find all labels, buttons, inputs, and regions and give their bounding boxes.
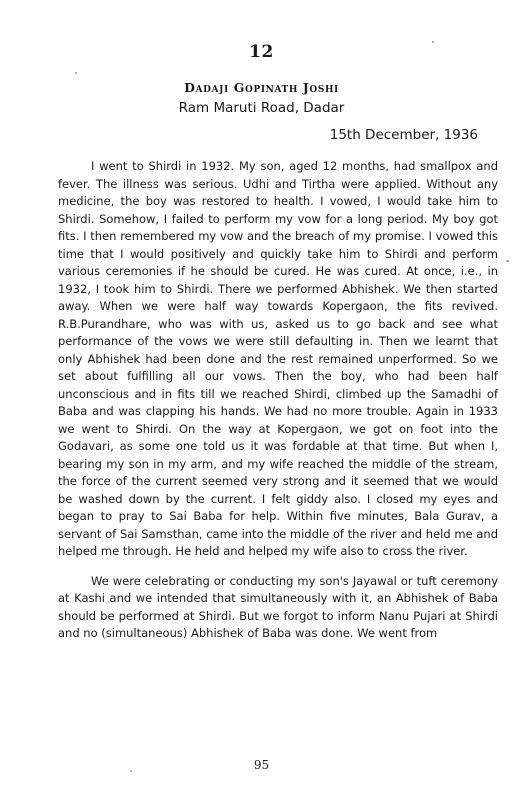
scan-speck <box>506 260 509 262</box>
scan-speck <box>432 41 434 43</box>
chapter-number: 12 <box>249 42 274 62</box>
scan-speck <box>75 72 77 74</box>
paragraph-1: I went to Shirdi in 1932. My son, aged 12 months, had smallpox and fever. The illness was serious. Udhi and Tirtha were applied. Without any medicine, the boy was restored to health. I vowed, I would take him to Shirdi. Somehow, I failed to perform my vow for a long period. My boy got fits. I then remembered my vow and the breach of my promise. I vowed this time that I would positively and quickly take him to Shirdi and perform various ceremonies if he should be cured. He was cured. At once, i.e., in 1932, I took him to Shirdi. There we performed Abhishek. We then started away. When we were half way towards Kopergaon, the fits revived. R.B.Purandhare, who was with us, asked us to go back and see what performance of the vows we were still defaulting in. Then we learnt that only Abhishek had been done and the rest remained unperformed. So we set about fulfilling all our vows. Then the boy, who had been half unconscious and in fits till we reached Shirdi, climbed up the Samadhi of Baba and was clapping his hands. We had no more trouble. Again in 1933 we went to Shirdi. On the way at Kopergaon, we got on foot into the Godavari, as some one told us it was fordable at that time. But when I, bearing my son in my arm, and my wife reached the middle of the stream, the force of the current seemed very strong and it seemed that we would be washed down by the current. I felt giddy also. I closed my eyes and began to pray to Sai Baba for help. Within five minutes, Bala Gurav, a servant of Sai Samsthan, came into the middle of the river and held me and helped me through. He held and helped my wife also to cross the river. <box>58 159 498 558</box>
page-number: 95 <box>253 758 270 772</box>
author-name: Dadaji Gopinath Joshi <box>184 80 339 95</box>
body-text <box>58 158 498 643</box>
letter-date: 15th December, 1936 <box>329 127 478 143</box>
author-address: Ram Maruti Road, Dadar <box>178 100 345 116</box>
paragraph-2: We were celebrating or conducting my son's Jayawal or tuft ceremony at Kashi and we intended that simultaneously with it, an Abhishek of Baba should be performed at Shirdi. But we forgot to inform Nanu Pujari at Shirdi and no (simultaneous) Abhishek of Baba was done. We went from <box>58 573 498 640</box>
scan-speck <box>130 770 132 772</box>
